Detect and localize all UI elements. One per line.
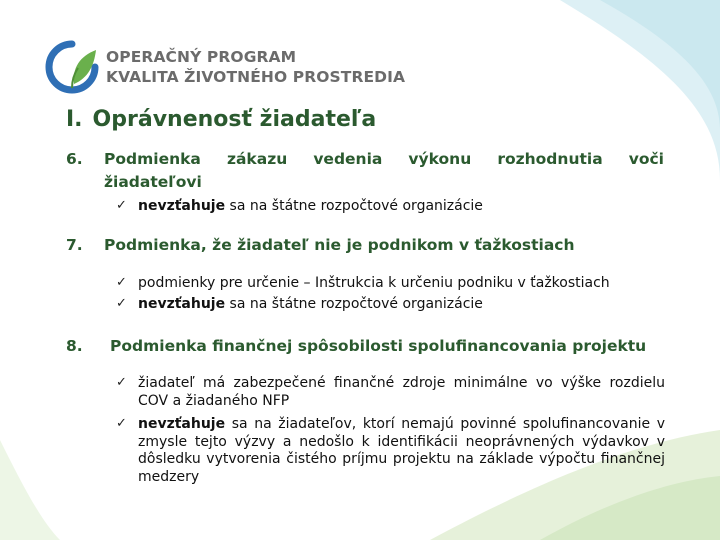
opkzp-logo-icon: [42, 40, 102, 94]
program-name: [106, 47, 405, 87]
item-6-heading-line2: žiadateľovi: [104, 173, 202, 191]
bullet-text: sa na žiadateľov, ktorí nemajú povinné spolufinancovanie v zmysle tejto výzvy a nedošlo k identifikácii neoprávnených výdavkov v dôsledku vytvorenia čistého príjmu projektu na základe výpočtu finančnej medzery: [138, 416, 665, 485]
check-icon: ✓: [116, 275, 127, 290]
bullet-bold: nevzťahuje: [138, 416, 226, 432]
item-6-heading-word: zákazu: [226, 150, 288, 168]
item-8-bullet-1: [138, 375, 665, 410]
check-icon: ✓: [116, 375, 127, 390]
bullet-text: sa na štátne rozpočtové organizácie: [225, 296, 483, 312]
bullet-bold: nevzťahuje: [138, 296, 226, 312]
item-6-heading: [104, 150, 664, 168]
item-7-heading: Podmienka, že žiadateľ nie je podnikom v ťažkostiach: [104, 236, 575, 254]
item-7-number: 7.: [66, 236, 83, 254]
item-6-heading-word: rozhodnutia: [497, 150, 603, 168]
item-6-bullet-1: [138, 198, 678, 216]
program-name-line2: KVALITA ŽIVOTNÉHO PROSTREDIA: [106, 68, 406, 86]
bullet-bold: nevzťahuje: [138, 198, 226, 214]
section-title-text: Oprávnenosť žiadateľa: [92, 107, 377, 132]
section-number: I.: [66, 107, 83, 132]
program-name-line1: OPERAČNÝ PROGRAM: [106, 48, 297, 66]
item-6-number: 6.: [66, 150, 83, 168]
item-8-bullet-2: [138, 416, 665, 486]
check-icon: ✓: [116, 416, 127, 431]
item-7-bullet-2: [138, 296, 683, 314]
item-6-heading-word: vedenia: [313, 150, 383, 168]
item-6-heading-word: Podmienka: [104, 150, 201, 168]
bullet-text: podmienky pre určenie – Inštrukcia k určeniu podniku v ťažkostiach: [138, 275, 610, 291]
bullet-text: žiadateľ má zabezpečené finančné zdroje minimálne vo výške rozdielu COV a žiadaného NFP: [138, 375, 665, 409]
item-8-number: 8.: [66, 337, 83, 355]
item-7-bullet-1: [138, 275, 683, 293]
check-icon: ✓: [116, 198, 127, 213]
item-6-heading-word: výkonu: [408, 150, 472, 168]
item-6-heading-word: voči: [628, 150, 664, 168]
section-title: [66, 107, 376, 132]
check-icon: ✓: [116, 296, 127, 311]
item-8-heading: Podmienka finančnej spôsobilosti spolufinancovania projektu: [110, 337, 647, 355]
bullet-text: sa na štátne rozpočtové organizácie: [225, 198, 483, 214]
